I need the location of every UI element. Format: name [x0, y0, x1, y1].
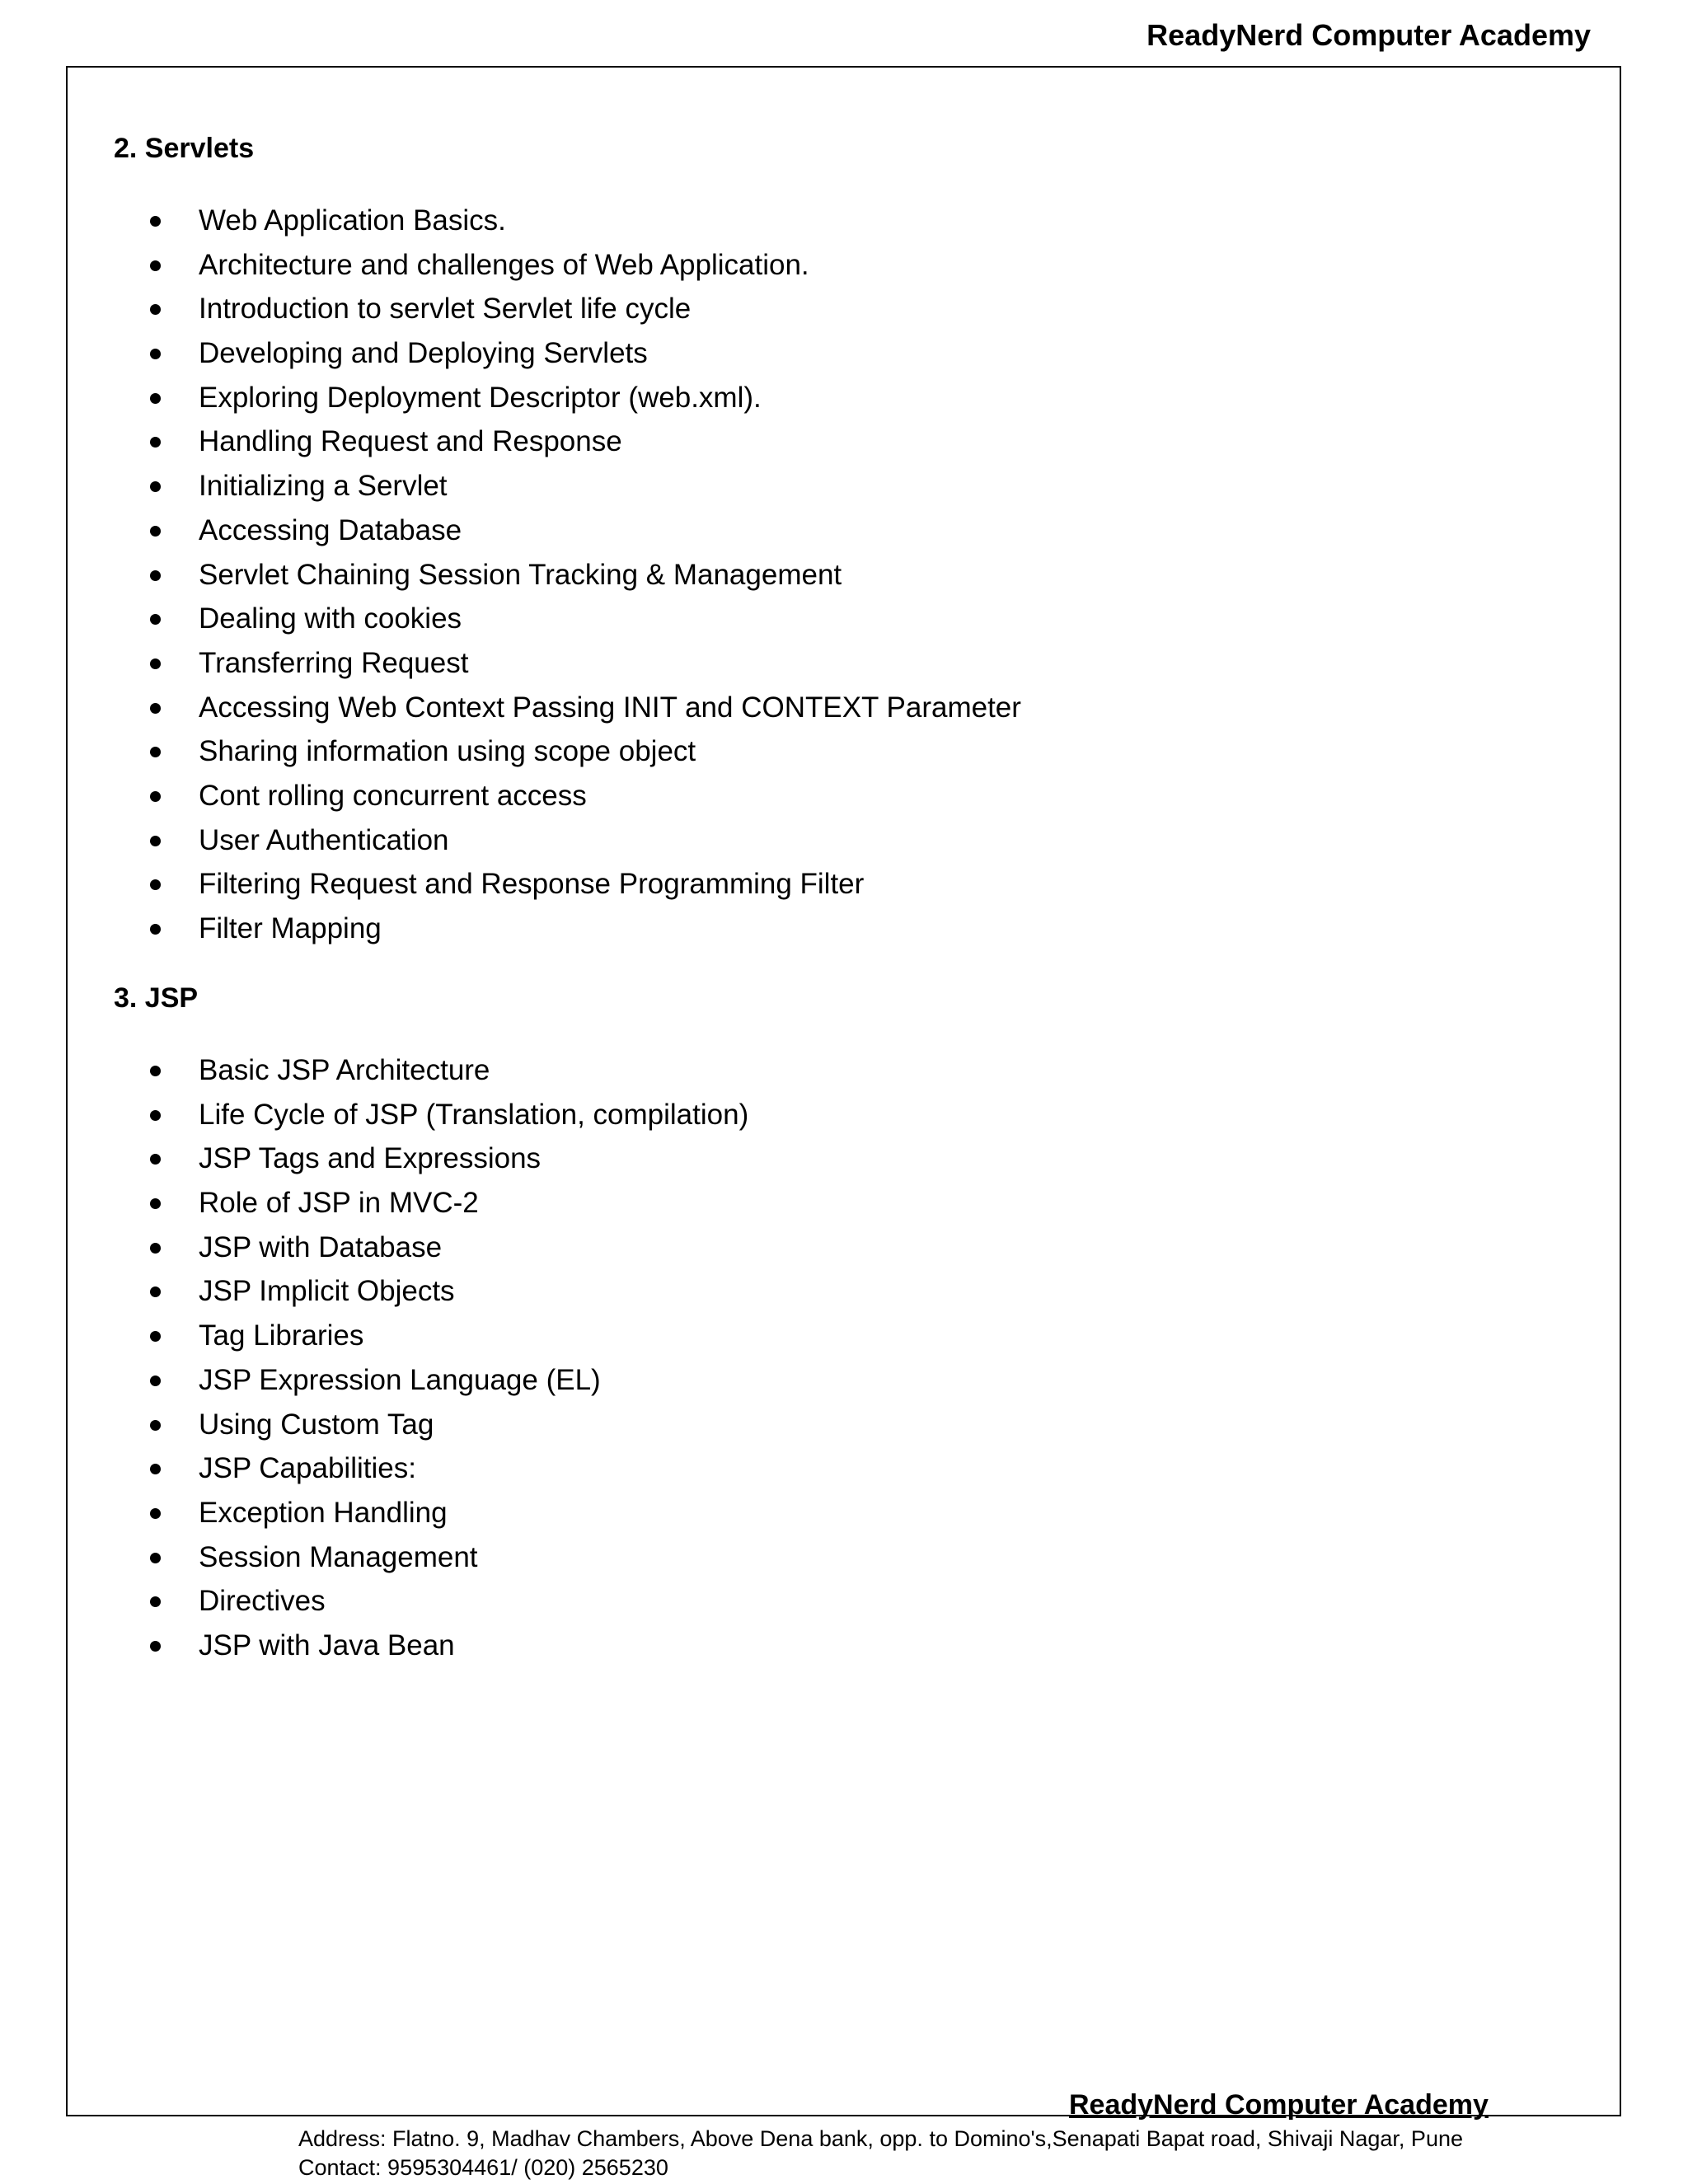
footer-address: Address: Flatno. 9, Madhav Chambers, Above Dena bank, opp. to Domino's,Senapati Bapat road, Shivaji Nagar, Pune: [298, 2126, 1463, 2151]
list-item-text: Session Management: [199, 1540, 478, 1573]
bullet-icon: [150, 216, 161, 227]
bullet-icon: [150, 1508, 161, 1519]
list-item-text: User Authentication: [199, 823, 449, 856]
bullet-icon: [150, 1376, 161, 1386]
list-item-text: Tag Libraries: [199, 1319, 364, 1352]
bullet-icon: [150, 1553, 161, 1563]
bullet-icon: [150, 1066, 161, 1076]
bullet-icon: [150, 349, 161, 359]
bullet-icon: [150, 703, 161, 714]
list-item-text: Role of JSP in MVC-2: [199, 1187, 479, 1220]
list-item-text: JSP Tags and Expressions: [199, 1142, 542, 1175]
list-item-text: Exploring Deployment Descriptor (web.xml).: [199, 381, 762, 414]
bullet-icon: [150, 924, 161, 935]
list-item-text: Architecture and challenges of Web Application.: [199, 248, 809, 281]
bullet-icon: [150, 570, 161, 581]
list-item-text: Directives: [199, 1585, 326, 1618]
footer-contact: Contact: 9595304461/ (020) 2565230: [298, 2155, 668, 2180]
bullet-icon: [150, 791, 161, 802]
list-item-text: Dealing with cookies: [199, 602, 462, 635]
list-item-text: Servlet Chaining Session Tracking & Management: [199, 558, 842, 591]
list-item-text: Filtering Request and Response Programming Filter: [199, 868, 865, 901]
section-heading-jsp: 3. JSP: [114, 982, 199, 1014]
header-title: ReadyNerd Computer Academy: [1146, 18, 1591, 52]
list-item-text: Accessing Database: [199, 513, 462, 546]
list-item-text: JSP Capabilities:: [199, 1452, 416, 1485]
bullet-icon: [150, 526, 161, 537]
list-item-text: Introduction to servlet Servlet life cycle: [199, 293, 692, 326]
list-item-text: Accessing Web Context Passing INIT and CONTEXT Parameter: [199, 691, 1021, 724]
list-item-text: Exception Handling: [199, 1496, 448, 1529]
section-heading-servlets: 2. Servlets: [114, 133, 255, 164]
bullet-icon: [150, 836, 161, 846]
list-item-text: Using Custom Tag: [199, 1408, 434, 1441]
footer-title: ReadyNerd Computer Academy: [1069, 2089, 1489, 2121]
list-item-text: Basic JSP Architecture: [199, 1054, 490, 1086]
list-item-text: Cont rolling concurrent access: [199, 779, 587, 812]
list-item-text: Handling Request and Response: [199, 425, 622, 458]
list-item-text: Life Cycle of JSP (Translation, compilation): [199, 1098, 749, 1131]
list-item-text: JSP with Java Bean: [199, 1629, 455, 1661]
list-item-text: JSP Expression Language (EL): [199, 1363, 601, 1396]
list-item-text: Filter Mapping: [199, 912, 382, 944]
list-item-text: JSP Implicit Objects: [199, 1275, 455, 1308]
bullet-icon: [150, 1641, 161, 1652]
list-item-text: JSP with Database: [199, 1230, 443, 1263]
bullet-icon: [150, 260, 161, 271]
list-item-text: Sharing information using scope object: [199, 735, 696, 768]
list-item-text: Developing and Deploying Servlets: [199, 337, 648, 370]
bullet-icon: [150, 1243, 161, 1254]
list-item-text: Web Application Basics.: [199, 204, 506, 237]
list-item-text: Initializing a Servlet: [199, 470, 448, 503]
bullet-icon: [150, 1110, 161, 1121]
bullet-icon: [150, 1420, 161, 1431]
bullet-icon: [150, 658, 161, 669]
list-item-text: Transferring Request: [199, 646, 469, 679]
bullet-icon: [150, 1198, 161, 1209]
bullet-icon: [150, 393, 161, 404]
